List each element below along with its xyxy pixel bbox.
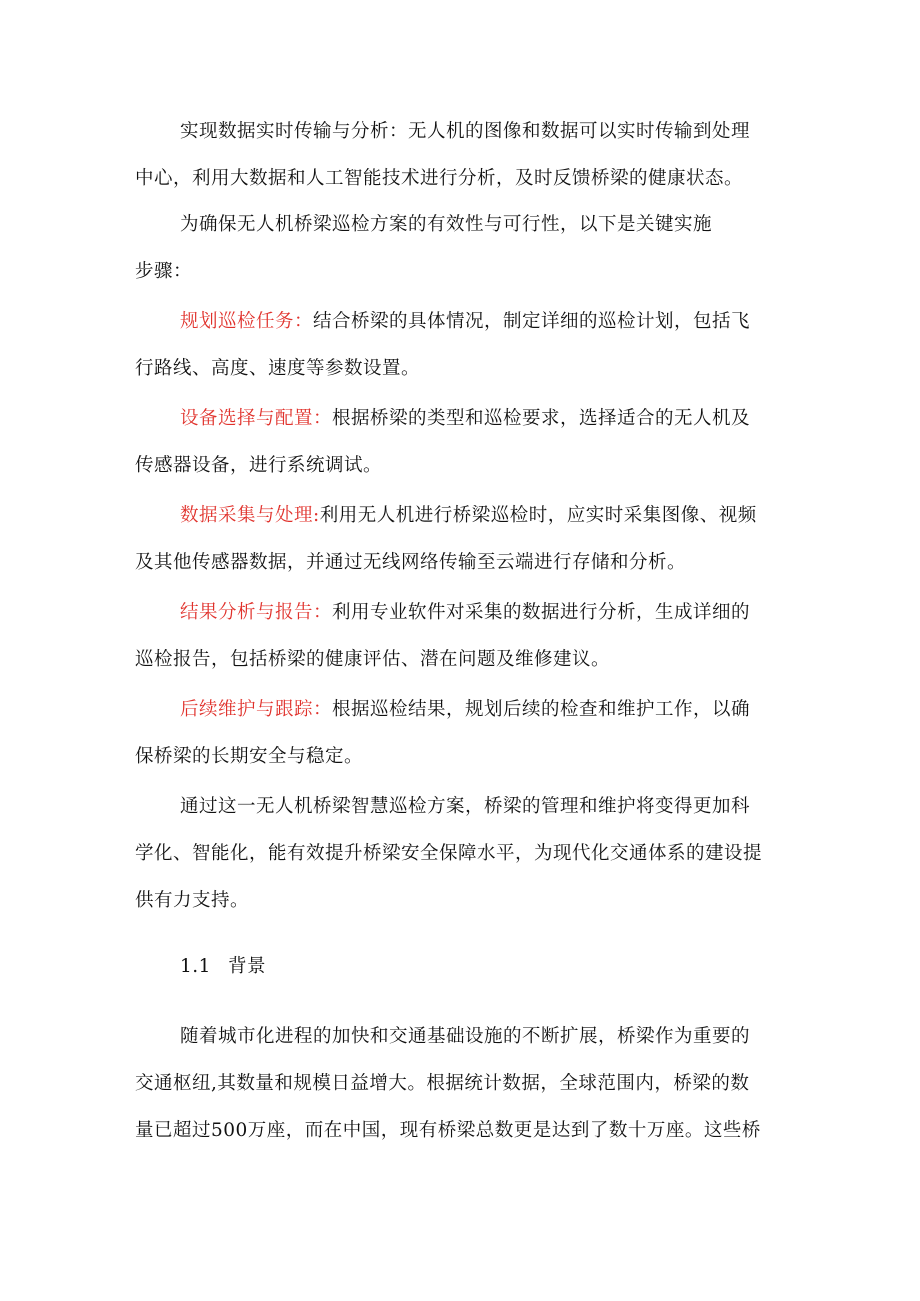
paragraph-line bbox=[180, 310, 750, 335]
paragraph-line bbox=[180, 601, 750, 626]
step-text: 根据巡检结果，规划后续的检查和维护工作，以确 bbox=[332, 699, 751, 720]
section-number: 1.1 bbox=[180, 956, 211, 977]
paragraph-line: 行路线、高度、速度等参数设置。 bbox=[135, 358, 421, 379]
step-label: 结果分析与报告： bbox=[180, 602, 333, 623]
paragraph-line bbox=[180, 698, 750, 723]
step-text: 根据桥梁的类型和巡检要求，选择适合的无人机及 bbox=[332, 408, 751, 429]
paragraph-line: 巡检报告，包括桥梁的健康评估、潜在问题及维修建议。 bbox=[135, 649, 611, 670]
paragraph-line: 学化、智能化，能有效提升桥梁安全保障水平，为现代化交通体系的建设提 bbox=[135, 843, 763, 864]
step-text: 结合桥梁的具体情况，制定详细的巡检计划，包括飞 bbox=[313, 311, 751, 332]
step-label: 设备选择与配置： bbox=[180, 408, 333, 429]
paragraph-line bbox=[180, 504, 757, 529]
paragraph-line: 通过这一无人机桥梁智慧巡检方案，桥梁的管理和维护将变得更加科 bbox=[180, 796, 751, 817]
paragraph-line: 随着城市化进程的加快和交通基础设施的不断扩展，桥梁作为重要的 bbox=[180, 1026, 751, 1047]
step-text: 利用专业软件对采集的数据进行分析，生成详细的 bbox=[332, 602, 751, 623]
paragraph-line: 中心，利用大数据和人工智能技术进行分析，及时反馈桥梁的健康状态。 bbox=[135, 168, 744, 189]
paragraph-line: 量已超过500万座，而在中国，现有桥梁总数更是达到了数十万座。这些桥 bbox=[135, 1120, 761, 1141]
paragraph-line: 传感器设备，进行系统调试。 bbox=[135, 455, 383, 476]
paragraph-line: 交通枢纽,其数量和规模日益增大。根据统计数据，全球范围内，桥梁的数 bbox=[135, 1073, 750, 1094]
paragraph-line: 为确保无人机桥梁巡检方案的有效性与可行性，以下是关键实施 bbox=[180, 214, 713, 235]
paragraph-line: 供有力支持。 bbox=[135, 890, 250, 911]
paragraph-line bbox=[180, 407, 750, 432]
paragraph-line: 实现数据实时传输与分析：无人机的图像和数据可以实时传输到处理 bbox=[180, 121, 751, 142]
step-label: 规划巡检任务： bbox=[180, 311, 314, 332]
section-heading bbox=[180, 952, 266, 978]
step-label: 数据采集与处理: bbox=[180, 505, 320, 526]
section-title: 背景 bbox=[228, 956, 267, 977]
step-label: 后续维护与跟踪： bbox=[180, 699, 333, 720]
step-text: 利用无人机进行桥梁巡检时，应实时采集图像、视频 bbox=[319, 505, 757, 526]
paragraph-line: 保桥梁的长期安全与稳定。 bbox=[135, 746, 364, 767]
paragraph-line: 步骤： bbox=[135, 261, 193, 282]
paragraph-line: 及其他传感器数据，并通过无线网络传输至云端进行存储和分析。 bbox=[135, 552, 687, 573]
